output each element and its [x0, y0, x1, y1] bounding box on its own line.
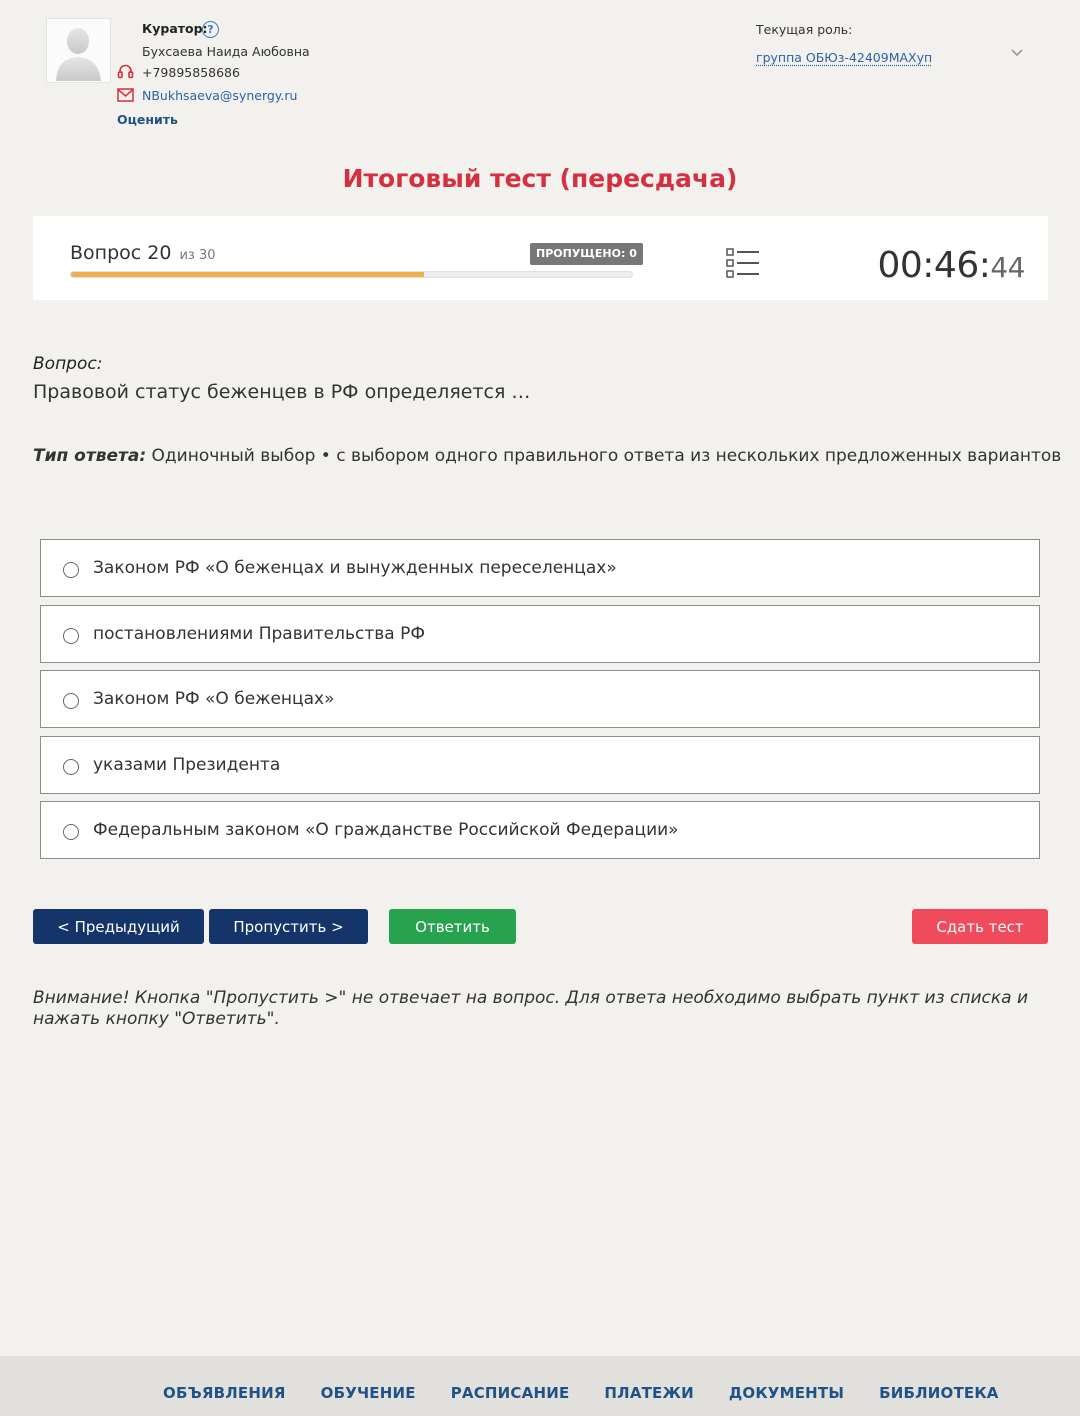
- answer-option[interactable]: [40, 670, 1040, 728]
- question-text: Правовой статус беженцев в РФ определяется …: [33, 381, 531, 403]
- curator-phone: +79895858686: [142, 65, 240, 80]
- footer-link-learning[interactable]: ОБУЧЕНИЕ: [320, 1384, 416, 1402]
- answer-option-text: указами Президента: [93, 754, 281, 775]
- test-progress-panel: [33, 216, 1048, 300]
- headset-icon: [117, 63, 134, 80]
- progress-bar: [70, 271, 633, 278]
- radio-button[interactable]: [63, 824, 79, 840]
- radio-button[interactable]: [63, 759, 79, 775]
- answer-option-text: Законом РФ «О беженцах и вынужденных переселенцах»: [93, 558, 617, 578]
- page-title: Итоговый тест (пересдача): [342, 164, 738, 193]
- submit-test-button[interactable]: Сдать тест: [912, 909, 1048, 944]
- answer-option[interactable]: [40, 539, 1040, 597]
- footer-link-documents[interactable]: ДОКУМЕНТЫ: [728, 1384, 845, 1402]
- answer-option-text: постановлениями Правительства РФ: [93, 623, 425, 644]
- radio-button[interactable]: [63, 693, 79, 709]
- question-counter: [70, 242, 216, 264]
- chevron-down-icon[interactable]: [1010, 48, 1024, 58]
- footer-nav: [163, 1384, 1034, 1402]
- timer: [877, 245, 1025, 286]
- answer-option[interactable]: [40, 801, 1040, 859]
- curator-avatar: [46, 18, 111, 83]
- question-circle-icon[interactable]: ?: [202, 21, 219, 38]
- answer-option[interactable]: [40, 605, 1040, 663]
- skip-notice: Внимание! Кнопка "Пропустить >" не отвечает на вопрос. Для ответа необходимо выбрать пункт из списка и нажать кнопку "Ответить".: [33, 988, 1029, 1029]
- rate-curator-link[interactable]: Оценить: [117, 112, 178, 127]
- answer-button[interactable]: Ответить: [389, 909, 516, 944]
- radio-button[interactable]: [63, 562, 79, 578]
- curator-email-link[interactable]: NBukhsaeva@synergy.ru: [142, 88, 298, 103]
- curator-name: Бухсаева Наида Аюбовна: [142, 44, 310, 59]
- previous-button[interactable]: < Предыдущий: [33, 909, 204, 944]
- skip-button[interactable]: Пропустить >: [209, 909, 368, 944]
- skipped-badge: ПРОПУЩЕНО: 0: [530, 243, 643, 265]
- answer-option-text: Законом РФ «О беженцах»: [93, 689, 335, 709]
- footer: [0, 1356, 1080, 1416]
- answer-options: [40, 539, 1040, 867]
- question-label: Вопрос:: [33, 354, 103, 374]
- footer-link-announcements[interactable]: ОБЪЯВЛЕНИЯ: [163, 1384, 286, 1402]
- user-silhouette-icon: [47, 19, 110, 82]
- question-total: из 30: [179, 248, 216, 263]
- list-icon[interactable]: [726, 248, 760, 278]
- answer-option-text: Федеральным законом «О гражданстве Российской Федерации»: [93, 820, 679, 840]
- answer-type-label: Тип ответа:: [33, 446, 147, 466]
- radio-button[interactable]: [63, 628, 79, 644]
- footer-link-payments[interactable]: ПЛАТЕЖИ: [604, 1384, 694, 1402]
- footer-link-library[interactable]: БИБЛИОТЕКА: [879, 1384, 999, 1402]
- curator-title: Куратор:: [142, 21, 208, 36]
- timer-main: 00:46:: [877, 245, 991, 286]
- answer-type-value: Одиночный выбор • с выбором одного правильного ответа из нескольких предложенных вариантов: [151, 446, 1062, 466]
- current-role-label: Текущая роль:: [756, 22, 853, 37]
- timer-seconds: 44: [990, 251, 1025, 284]
- current-role-selector[interactable]: группа ОБЮз-42409МАХуп: [756, 50, 933, 65]
- answer-type: [33, 446, 1061, 466]
- question-number: Вопрос 20: [70, 242, 172, 264]
- footer-link-schedule[interactable]: РАСПИСАНИЕ: [450, 1384, 570, 1402]
- envelope-icon: [117, 88, 134, 102]
- progress-bar-fill: [71, 272, 424, 277]
- answer-option[interactable]: [40, 736, 1040, 794]
